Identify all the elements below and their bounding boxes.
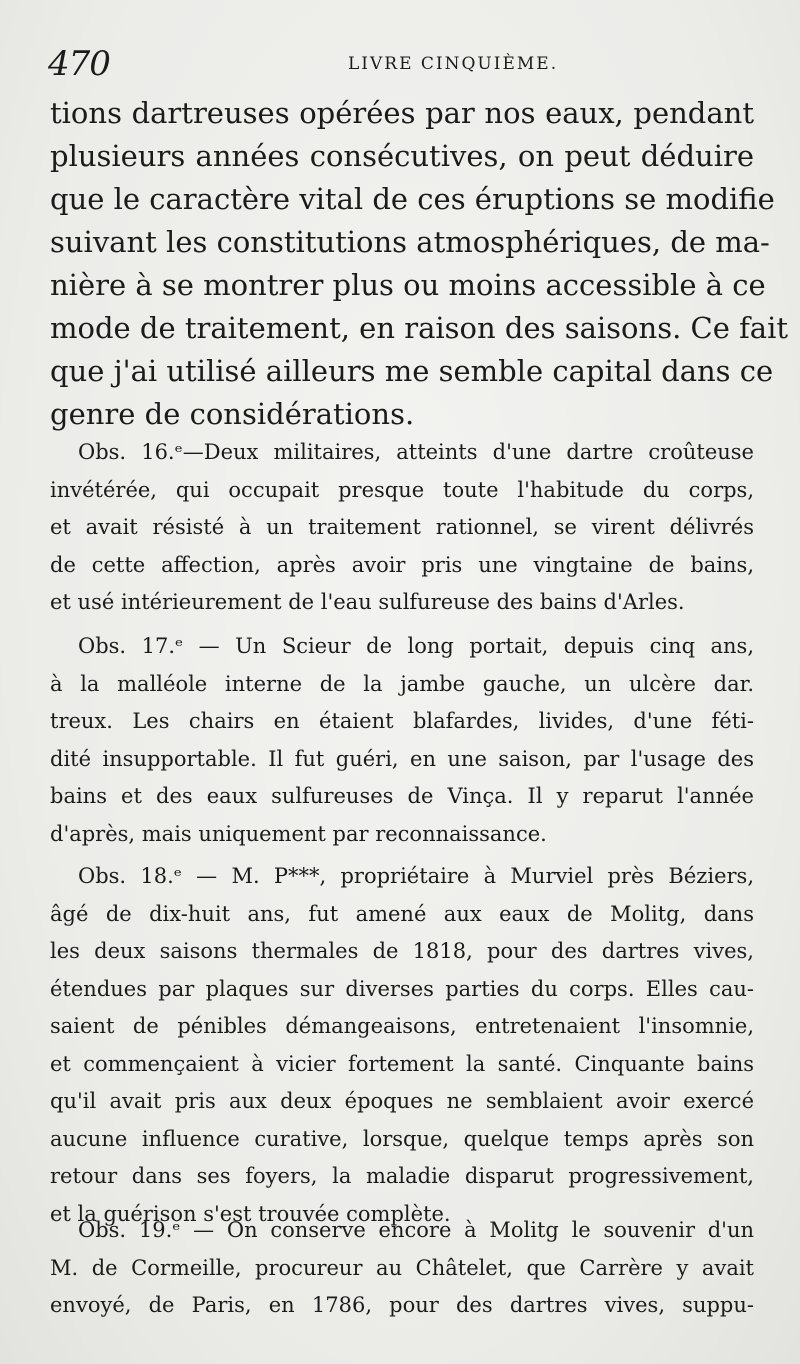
observation-17 bbox=[50, 628, 754, 853]
text-line: les deux saisons thermales de 1818, pour des dartres vives, bbox=[50, 939, 754, 963]
text-line: et avait résisté à un traitement rationnel, se virent délivrés bbox=[50, 515, 754, 539]
text-line: treux. Les chairs en étaient blafardes, livides, d'une féti- bbox=[50, 709, 754, 733]
text-line: saient de pénibles démangeaisons, entretenaient l'insomnie, bbox=[50, 1014, 754, 1038]
text-line: plusieurs années consécutives, on peut déduire bbox=[50, 139, 754, 173]
text-line: de cette affection, après avoir pris une vingtaine de bains, bbox=[50, 552, 754, 577]
text-line: tions dartreuses opérées par nos eaux, pendant bbox=[50, 96, 754, 130]
text-line: Obs. 19.ᵉ — On conserve encore à Molitg le souvenir d'un bbox=[78, 1218, 754, 1242]
text-line: à la malléole interne de la jambe gauche, un ulcère dar. bbox=[50, 671, 754, 696]
text-line: aucune influence curative, lorsque, quelque temps après son bbox=[50, 1126, 754, 1151]
page-header bbox=[48, 44, 760, 84]
text-line: genre de considérations. bbox=[50, 397, 415, 431]
text-line: Obs. 18.ᵉ — M. P***, propriétaire à Murviel près Béziers, bbox=[78, 864, 754, 888]
text-line: mode de traitement, en raison des saisons. Ce fait bbox=[50, 311, 789, 345]
text-line: et la guérison s'est trouvée complète. bbox=[50, 1201, 451, 1226]
text-line: et usé intérieurement de l'eau sulfureuse des bains d'Arles. bbox=[50, 590, 685, 614]
text-line: suivant les constitutions atmosphériques, de ma- bbox=[50, 225, 770, 259]
text-line: d'après, mais uniquement par reconnaissance. bbox=[50, 821, 547, 846]
page-number: 470 bbox=[48, 44, 110, 84]
text-line: envoyé, de Paris, en 1786, pour des dartres vives, suppu- bbox=[50, 1293, 754, 1317]
text-line: et commençaient à vicier fortement la santé. Cinquante bains bbox=[50, 1051, 754, 1076]
text-line: retour dans ses foyers, la maladie disparut progressivement, bbox=[50, 1164, 754, 1188]
text-line: bains et des eaux sulfureuses de Vinça. Il y reparut l'année bbox=[50, 784, 754, 808]
text-line: étendues par plaques sur diverses parties du corps. Elles cau- bbox=[50, 976, 754, 1001]
text-line: nière à se montrer plus ou moins accessible à ce bbox=[50, 268, 766, 302]
text-line: que j'ai utilisé ailleurs me semble capital dans ce bbox=[50, 354, 774, 388]
text-line: âgé de dix-huit ans, fut amené aux eaux de Molitg, dans bbox=[50, 901, 754, 926]
text-line: Obs. 17.ᵉ — Un Scieur de long portait, depuis cinq ans, bbox=[78, 634, 754, 658]
intro-paragraph bbox=[50, 92, 789, 436]
text-line: invétérée, qui occupait presque toute l'habitude du corps, bbox=[50, 477, 754, 502]
text-line: qu'il avait pris aux deux époques ne semblaient avoir exercé bbox=[50, 1089, 754, 1113]
text-line: que le caractère vital de ces éruptions se modifie bbox=[50, 182, 775, 216]
observation-16 bbox=[50, 434, 754, 622]
observation-18 bbox=[50, 858, 754, 1233]
text-line: M. de Cormeille, procureur au Châtelet, que Carrère y avait bbox=[50, 1255, 754, 1280]
running-title: LIVRE CINQUIÈME. bbox=[348, 54, 559, 74]
observation-19 bbox=[50, 1212, 754, 1325]
text-line: dité insupportable. Il fut guéri, en une saison, par l'usage des bbox=[50, 746, 754, 771]
text-line: Obs. 16.ᵉ—Deux militaires, atteints d'une dartre croûteuse bbox=[78, 440, 754, 464]
